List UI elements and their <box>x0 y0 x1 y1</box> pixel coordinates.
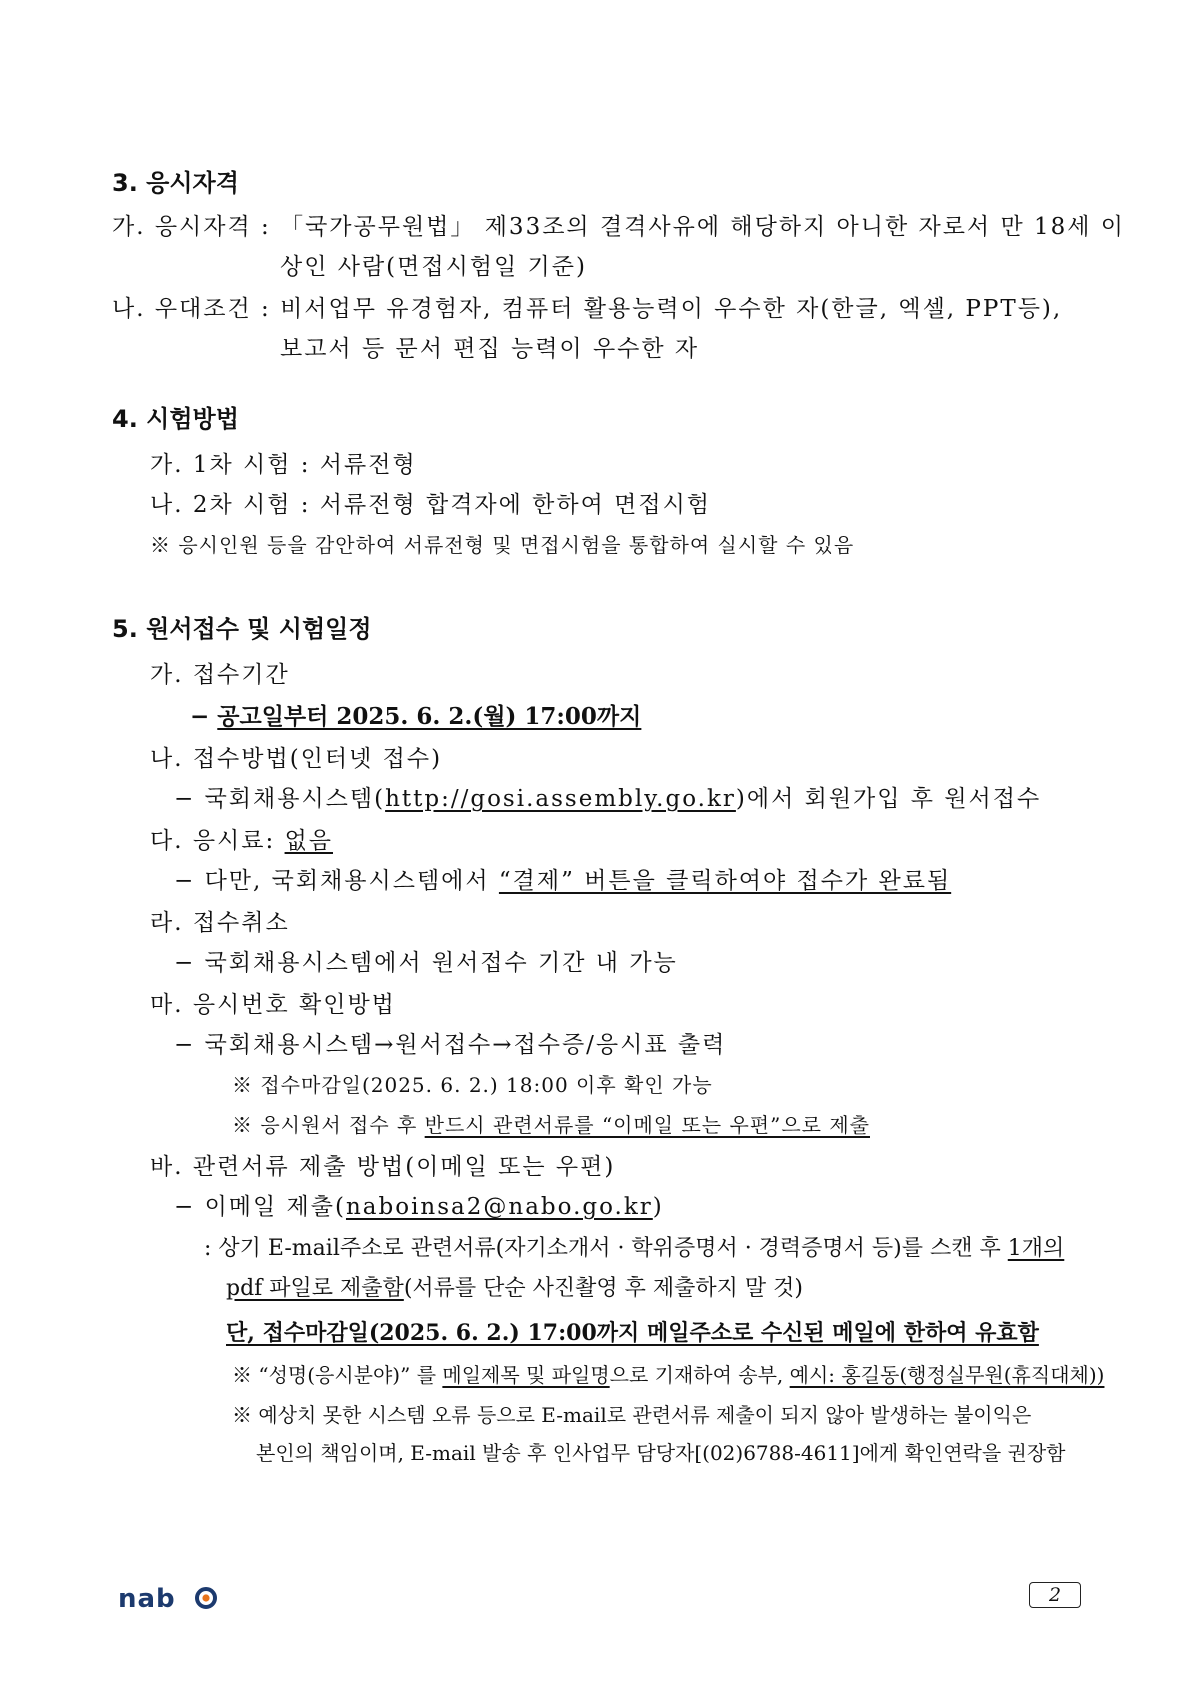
dash: − <box>190 703 218 730</box>
fee-value: 없음 <box>284 828 333 854</box>
s5-item-b-sub <box>174 784 1041 814</box>
s5-item-c-sub <box>174 866 951 896</box>
s3-item-a-label: 가. 응시자격 : <box>112 214 281 240</box>
s3-item-b-text2: 보고서 등 문서 편집 능력이 우수한 자 <box>280 336 700 362</box>
c-sub-underlined: “결제” 버튼을 클릭하여야 접수가 완료됨 <box>498 868 952 894</box>
s3-item-a-text1: 「국가공무원법」 제33조의 결격사유에 해당하지 아니한 자로서 만 18세 이 <box>280 214 1126 240</box>
section-5-heading: 5. 원서접수 및 시험일정 <box>112 615 372 643</box>
s5-item-e-note2 <box>232 1110 870 1140</box>
s5-item-f-sub <box>174 1192 664 1222</box>
s5-item-e-note1: ※ 접수마감일(2025. 6. 2.) 18:00 이후 확인 가능 <box>232 1073 713 1097</box>
s5-item-d-sub: − 국회채용시스템에서 원서접수 기간 내 가능 <box>174 950 678 976</box>
f-note1-mid: 으로 기재하여 송부, <box>609 1363 790 1387</box>
s5-item-c <box>150 826 333 856</box>
s5-item-a: 가. 접수기간 <box>150 662 290 688</box>
e-note2-pre: ※ 응시원서 접수 후 <box>232 1113 425 1137</box>
f-note1-underlined1: 메일제목 및 파일명 <box>442 1363 610 1387</box>
section-4-heading: 4. 시험방법 <box>112 405 239 433</box>
s5-item-f-note2-line2: 본인의 책임이며, E-mail 발송 후 인사업무 담당자[(02)6788-4611]에게 확인연락을 권장함 <box>256 1441 1066 1465</box>
submission-email-link[interactable]: naboinsa2@nabo.go.kr <box>345 1194 653 1220</box>
f-desc1-underlined: 1개의 <box>1007 1236 1065 1261</box>
s5-item-f-validity: 단, 접수마감일(2025. 6. 2.) 17:00까지 메일주소로 수신된 메일에 한하여 유효함 <box>226 1320 1039 1346</box>
s5-item-e: 마. 응시번호 확인방법 <box>150 992 396 1018</box>
e-note2-underlined: 반드시 관련서류를 “이메일 또는 우편”으로 제출 <box>424 1113 870 1137</box>
s3-item-b <box>112 294 1062 324</box>
s4-item-a: 가. 1차 시험 : 서류전형 <box>150 452 417 478</box>
c-pre: 다. 응시료: <box>150 828 285 854</box>
nabo-logo-text: nab <box>118 1586 176 1610</box>
b-pre: − 국회채용시스템( <box>174 786 386 812</box>
f-sub-post: ) <box>652 1194 664 1220</box>
f-sub-pre: − 이메일 제출( <box>174 1194 346 1220</box>
s5-item-e-sub: − 국회채용시스템→원서접수→접수증/응시표 출력 <box>174 1032 727 1058</box>
application-period: 공고일부터 2025. 6. 2.(월) 17:00까지 <box>217 703 642 730</box>
s4-item-b: 나. 2차 시험 : 서류전형 합격자에 한하여 면접시험 <box>150 492 712 518</box>
f-desc2-underlined: pdf 파일로 제출함 <box>226 1276 404 1301</box>
s3-item-a-text2: 상인 사람(면접시험일 기준) <box>280 254 587 280</box>
s5-item-f-note2-line1: ※ 예상치 못한 시스템 오류 등으로 E-mail로 관련서류 제출이 되지 않아 발생하는 불이익은 <box>232 1403 1032 1427</box>
s5-item-f: 바. 관련서류 제출 방법(이메일 또는 우편) <box>150 1154 616 1180</box>
f-note1-pre: ※ “성명(응시분야)” 를 <box>232 1363 443 1387</box>
s3-item-a <box>112 212 1125 242</box>
s4-note: ※ 응시인원 등을 감안하여 서류전형 및 면접시험을 통합하여 실시할 수 있음 <box>150 533 855 557</box>
f-desc2-post: (서류를 단순 사진촬영 후 제출하지 말 것) <box>403 1276 803 1301</box>
b-post: )에서 회원가입 후 원서접수 <box>735 786 1042 812</box>
c-sub-pre: − 다만, 국회채용시스템에서 <box>174 868 499 894</box>
f-desc1-pre: : 상기 E-mail주소로 관련서류(자기소개서 · 학위증명서 · 경력증명서 등)를 스캔 후 <box>204 1236 1008 1261</box>
section-3-heading: 3. 응시자격 <box>112 169 239 197</box>
s3-item-b-label: 나. 우대조건 : <box>112 296 281 322</box>
f-note1-underlined2: 예시: 홍길동(행정실무원(휴직대체)) <box>789 1363 1105 1387</box>
s5-item-b: 나. 접수방법(인터넷 접수) <box>150 746 443 772</box>
s3-item-b-text1: 비서업무 유경험자, 컴퓨터 활용능력이 우수한 자(한글, 엑셀, PPT등), <box>280 296 1063 322</box>
s5-item-f-note1 <box>232 1360 1104 1390</box>
s5-item-f-desc1 <box>204 1234 1064 1264</box>
page-number: 2 <box>1029 1582 1081 1608</box>
s5-item-f-desc2 <box>226 1274 803 1304</box>
nabo-logo <box>118 1586 220 1614</box>
s5-item-d: 라. 접수취소 <box>150 910 290 936</box>
recruit-system-link[interactable]: http://gosi.assembly.go.kr <box>385 786 736 812</box>
s5-item-a-sub <box>190 702 641 732</box>
